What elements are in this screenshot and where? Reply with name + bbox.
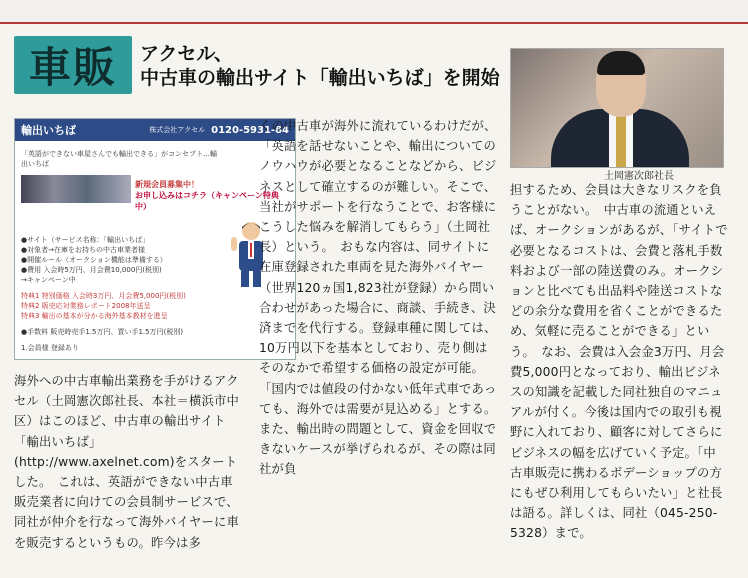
site-special-item: 特典2 販売応対業務レポート2008年送呈 — [21, 302, 151, 310]
article-column-3: 担するため、会員は大きなリスクを負うことがない。 中古車の流通といえば、オークションがあるが、「サイトで必要となるコストは、会費と落札手数料および一部の陸送費のみ。オークションと比べても出品料や陸送コストなどの余分な費用を省くことができるため、気軽に売ることができる」という。 なお、会費は入会金3万円、月会費5,000円となっており、輸出ビジネスの知識を記載した同社独自のマニュアルが付く。今後は国内での取引も視野に入れており、顧客に対してさらにビジネスの幅を広げていく予定。「中古車販売に携わるボデーショップの方にもぜひ利用してもらいたい」と社長は語る。詳しくは、同社（045-250-5328）まで。 — [510, 183, 728, 541]
site-new-member: 新規会員募集中！ — [135, 180, 199, 189]
site-bullets — [21, 235, 221, 285]
site-bullet: ●費用 入会時5万円、月会費10,000円(税別) — [21, 266, 162, 274]
article-column-1: 海外への中古車輸出業務を手がけるアクセル（土岡憲次郎社長、本社＝横浜市中区）はこのほど、中古車の輸出サイト「輸出いちば」(http://www.axelnet.com)をスタートした。 これは、英語ができない中古車販売業者に向けての会員制サービスで、同社が仲介を行なって海外バイヤーに車を販売するというもの。昨今は多 — [14, 374, 239, 550]
site-fee: ●手数料 販売時売手1.5万円、買い手1.5万円(税別) — [21, 328, 184, 336]
section-badge: 車販 — [14, 36, 132, 94]
site-special-item: 特典3 輸出の基本が分かる海外基本教材を進呈 — [21, 312, 168, 320]
president-photo — [510, 48, 724, 168]
site-footer: 1.会員様 登録あり — [21, 344, 79, 352]
site-special-item: 特典1 特別価格 入会時3万円、月会費5,000円(税別) — [21, 292, 186, 300]
site-special-list — [21, 291, 291, 321]
site-banner-image — [21, 175, 131, 203]
site-bullet: ●サイト（サービス名称：「輸出いちば」 — [21, 236, 150, 244]
top-red-rule — [0, 22, 748, 24]
page-top-band — [0, 0, 748, 23]
site-bullet: ●対象者→在庫をお持ちの中古車業者様 — [21, 246, 145, 254]
headline-line-2: 中古車の輸出サイト「輸出いちば」を開始 — [140, 67, 500, 89]
headline-line-1: アクセル、 — [140, 43, 233, 65]
site-company: 株式会社アクセル — [149, 126, 206, 134]
site-header-bar — [15, 119, 295, 141]
site-phone: 0120-5931-84 — [211, 124, 289, 136]
article-column-2: くの中古車が海外に流れているわけだが、「英語を話せないことや、輸出についてのノウハウが必要となることなどから、ビジネスとして確立するのが難しい。そこで、当社がサポートを行なうことで、お客様にこうした悩みを解消してもらう」（土岡社長）という。 おもな内容は、同サイトに在庫登録された車両を見た海外バイヤー（世界120ヵ国1,823社が登録）から問い合わせがあった場合に、商談、手続き、決済までを代行する。登録車種に関しては、10万円以下を基本としており、売り側はそのなかで希望する価格の設定が可能。「国内では値段の付かない低年式車であっても、海外では需要が見込める」とする。また、輸出時の問題として、資金を回収できないケースが挙げられるが、その際は同社が負 — [259, 119, 497, 477]
website-screenshot — [14, 118, 296, 360]
article-headline — [140, 42, 500, 90]
site-apply-link: お申し込みはコチラ（キャンペーン特典中） — [135, 191, 279, 211]
photo-caption: 土岡憲次郎社長 — [604, 171, 674, 182]
site-logo: 輸出いちば — [21, 124, 76, 137]
site-bullet: ●開催ルール（オークション機能は準備する） — [21, 256, 167, 264]
site-tagline: 「英語ができない車屋さんでも輸出できる」がコンセプト…輸出いちば — [21, 150, 217, 168]
site-bullet: →キャンペーン中 — [21, 276, 76, 284]
